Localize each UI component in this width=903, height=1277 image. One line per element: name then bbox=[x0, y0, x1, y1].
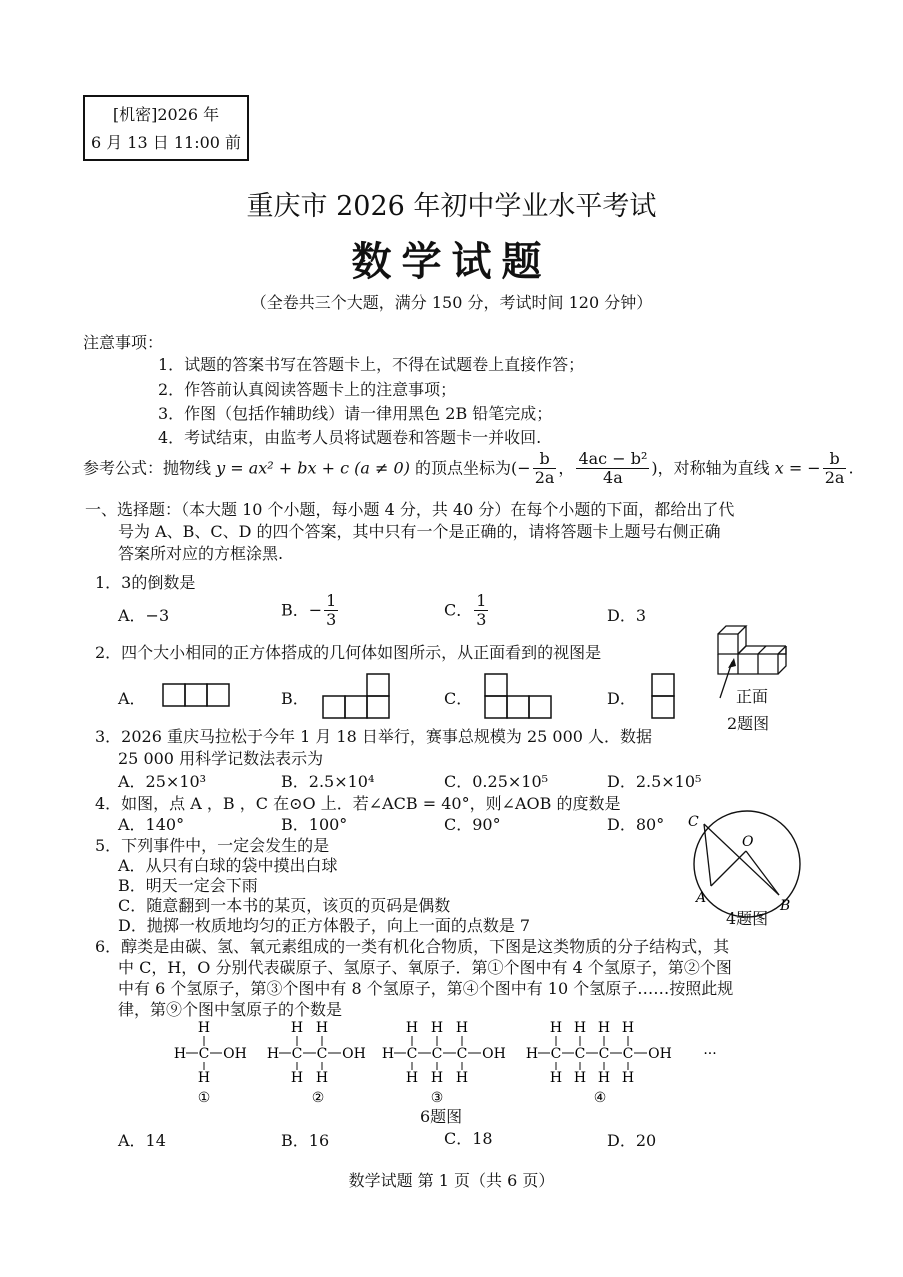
q5-stem: 5．下列事件中，一定会发生的是 bbox=[95, 836, 330, 855]
svg-text:H: H bbox=[381, 1046, 395, 1062]
fraction: $\frac{b}{2a}$ bbox=[824, 449, 845, 488]
q2-figure-front-label: 正面 bbox=[736, 687, 769, 706]
q4-figure-caption: 4题图 bbox=[726, 909, 769, 928]
confidential-line2: 6 月 13 日 11:00 前 bbox=[90, 133, 242, 152]
fraction: $\frac{1}{3}$ bbox=[476, 591, 487, 630]
svg-text:C: C bbox=[598, 1046, 610, 1062]
svg-text:H: H bbox=[405, 1070, 419, 1086]
fraction: $\frac{1}{3}$ bbox=[326, 591, 337, 630]
svg-text:H: H bbox=[405, 1020, 419, 1036]
svg-text:OH: OH bbox=[342, 1046, 366, 1062]
svg-text:C: C bbox=[198, 1046, 210, 1062]
q6-label-4: ④ bbox=[593, 1090, 607, 1106]
svg-text:H: H bbox=[315, 1070, 329, 1086]
svg-text:H: H bbox=[266, 1046, 280, 1062]
q2-stem: 2．四个大小相同的正方体搭成的几何体如图所示，从正面看到的视图是 bbox=[95, 643, 602, 662]
svg-text:H: H bbox=[549, 1020, 563, 1036]
q4-point-b: B bbox=[780, 898, 791, 914]
parabola-equation: y = ax² + bx + c (a ≠ 0) bbox=[216, 458, 410, 478]
section-heading: 一、选择题：（本大题 10 个小题，每小题 4 分，共 40 分）在每个小题的下面，都给出了代 bbox=[85, 500, 735, 519]
q6-figure bbox=[160, 1016, 720, 1106]
svg-text:H: H bbox=[290, 1070, 304, 1086]
svg-text:C: C bbox=[406, 1046, 418, 1062]
q1-option-c: C． $\frac{1}{3}$ bbox=[444, 591, 487, 630]
q4-option-a: A．140° bbox=[118, 815, 185, 834]
q6-option-a: A．14 bbox=[118, 1131, 166, 1150]
q4-point-c: C bbox=[688, 814, 699, 830]
note-item: 2．作答前认真阅读答题卡上的注意事项； bbox=[158, 380, 457, 399]
note-item: 4．考试结束，由监考人员将试题卷和答题卡一并收回. bbox=[158, 428, 542, 447]
svg-text:H: H bbox=[197, 1070, 211, 1086]
q2-option-a: A． bbox=[118, 689, 146, 708]
q6-option-b: B．16 bbox=[281, 1131, 330, 1150]
svg-text:H: H bbox=[573, 1070, 587, 1086]
q4-option-d: D．80° bbox=[607, 815, 665, 834]
q2-option-c-view bbox=[484, 673, 554, 719]
svg-text:C: C bbox=[456, 1046, 468, 1062]
svg-text:H: H bbox=[597, 1020, 611, 1036]
reference-formula: 参考公式：抛物线 y = ax² + bx + c (a ≠ 0) 的顶点坐标为(− $\frac{b}{2a}$ ， $\frac{\text{4ac − b²}}{4a}$ )，对称轴为直线 x = − $\frac{b}{2a}$ . bbox=[83, 449, 854, 488]
q6-label-2: ② bbox=[311, 1090, 325, 1106]
subject-title: 数学试题 bbox=[351, 238, 552, 285]
q4-option-c: C．90° bbox=[444, 815, 501, 834]
q3-option-b: B．2.5×10⁴ bbox=[281, 772, 375, 791]
q3-stem-line2: 25 000 用科学记数法表示为 bbox=[118, 749, 324, 768]
section-text: 号为 A、B、C、D 的四个答案，其中只有一个是正确的，请将答题卡上题号右侧正确 bbox=[118, 522, 721, 541]
q4-point-o: O bbox=[742, 834, 754, 850]
q2-option-d: D． bbox=[607, 689, 636, 708]
page-footer: 数学试题 第 1 页（共 6 页） bbox=[348, 1171, 555, 1190]
q3-option-c: C．0.25×10⁵ bbox=[444, 772, 549, 791]
svg-text:C: C bbox=[550, 1046, 562, 1062]
fraction: $\frac{b}{2a}$ bbox=[534, 449, 555, 488]
svg-text:H: H bbox=[621, 1070, 635, 1086]
q6-label-3: ③ bbox=[430, 1090, 444, 1106]
fraction: $\frac{\text{4ac − b²}}{4a}$ bbox=[578, 449, 648, 488]
q6-stem-line2: 中 C，H，O 分别代表碳原子、氢原子、氧原子．第①个图中有 4 个氢原子，第②个图 bbox=[118, 958, 732, 977]
q1-option-b: B．− $\frac{1}{3}$ bbox=[281, 591, 337, 630]
q3-option-a: A．25×10³ bbox=[118, 772, 207, 791]
q2-figure-caption: 2题图 bbox=[727, 714, 770, 733]
svg-text:H: H bbox=[597, 1070, 611, 1086]
q6-stem: 6．醇类是由碳、氢、氧元素组成的一类有机化合物质，下图是这类物质的分子结构式，其 bbox=[95, 937, 730, 956]
q1-option-a: A．−3 bbox=[118, 606, 170, 625]
q5-option-a: A．从只有白球的袋中摸出白球 bbox=[118, 856, 338, 875]
q6-ellipsis: ··· bbox=[703, 1046, 717, 1062]
q4-point-a: A bbox=[696, 890, 707, 906]
q4-option-b: B．100° bbox=[281, 815, 348, 834]
q3-stem: 3．2026 重庆马拉松于今年 1 月 18 日举行，赛事总规模为 25 000 人．数据 bbox=[95, 727, 653, 746]
q2-option-b-view bbox=[322, 673, 392, 719]
svg-text:C: C bbox=[431, 1046, 443, 1062]
svg-text:H: H bbox=[621, 1020, 635, 1036]
q5-option-b: B．明天一定会下雨 bbox=[118, 876, 258, 895]
q5-option-c: C．随意翻到一本书的某页，该页的页码是偶数 bbox=[118, 896, 451, 915]
q6-stem-line4: 律，第⑨个图中氢原子的个数是 bbox=[118, 1000, 343, 1019]
q5-option-d: D．抛掷一枚质地均匀的正方体骰子，向上一面的点数是 7 bbox=[118, 916, 531, 935]
confidential-line1: [机密]2026 年 bbox=[112, 105, 220, 124]
q2-option-a-view bbox=[162, 683, 230, 707]
q6-stem-line3: 中有 6 个氢原子，第③个图中有 8 个氢原子，第④个图中有 10 个氢原子……按照此规 bbox=[118, 979, 734, 998]
svg-text:H: H bbox=[455, 1070, 469, 1086]
svg-text:OH: OH bbox=[648, 1046, 672, 1062]
q6-option-c: C．18 bbox=[444, 1129, 493, 1148]
q1-stem: 1．3的倒数是 bbox=[95, 573, 196, 592]
svg-text:OH: OH bbox=[482, 1046, 506, 1062]
svg-text:H: H bbox=[430, 1070, 444, 1086]
q4-stem: 4．如图，点 A ，B ，C 在⊙O 上．若∠ACB = 40°，则∠AOB 的度数是 bbox=[95, 794, 621, 813]
notes-heading: 注意事项： bbox=[83, 333, 164, 352]
svg-text:H: H bbox=[430, 1020, 444, 1036]
exam-title: 重庆市 2026 年初中学业水平考试 bbox=[246, 191, 657, 222]
svg-text:H: H bbox=[290, 1020, 304, 1036]
q2-option-c: C． bbox=[444, 689, 473, 708]
note-item: 3．作图（包括作辅助线）请一律用黑色 2B 铅笔完成； bbox=[158, 404, 553, 423]
svg-text:H: H bbox=[573, 1020, 587, 1036]
svg-text:C: C bbox=[316, 1046, 328, 1062]
exam-info: （全卷共三个大题，满分 150 分，考试时间 120 分钟） bbox=[250, 293, 653, 312]
q6-label-1: ① bbox=[197, 1090, 211, 1106]
svg-text:C: C bbox=[622, 1046, 634, 1062]
svg-text:C: C bbox=[574, 1046, 586, 1062]
svg-text:H: H bbox=[173, 1046, 187, 1062]
q6-option-d: D．20 bbox=[607, 1131, 657, 1150]
svg-text:OH: OH bbox=[223, 1046, 247, 1062]
q6-figure-caption: 6题图 bbox=[420, 1107, 463, 1126]
q2-option-b: B． bbox=[281, 689, 309, 708]
confidential-box bbox=[83, 95, 249, 161]
svg-text:H: H bbox=[315, 1020, 329, 1036]
q3-option-d: D．2.5×10⁵ bbox=[607, 772, 702, 791]
svg-text:C: C bbox=[291, 1046, 303, 1062]
svg-text:H: H bbox=[197, 1020, 211, 1036]
q2-option-d-view bbox=[651, 673, 677, 719]
note-item: 1．试题的答案书写在答题卡上，不得在试题卷上直接作答； bbox=[158, 355, 585, 374]
section-text: 答案所对应的方框涂黑. bbox=[118, 544, 284, 563]
svg-text:H: H bbox=[549, 1070, 563, 1086]
q1-option-d: D．3 bbox=[607, 606, 647, 625]
svg-text:H: H bbox=[455, 1020, 469, 1036]
svg-text:H: H bbox=[525, 1046, 539, 1062]
